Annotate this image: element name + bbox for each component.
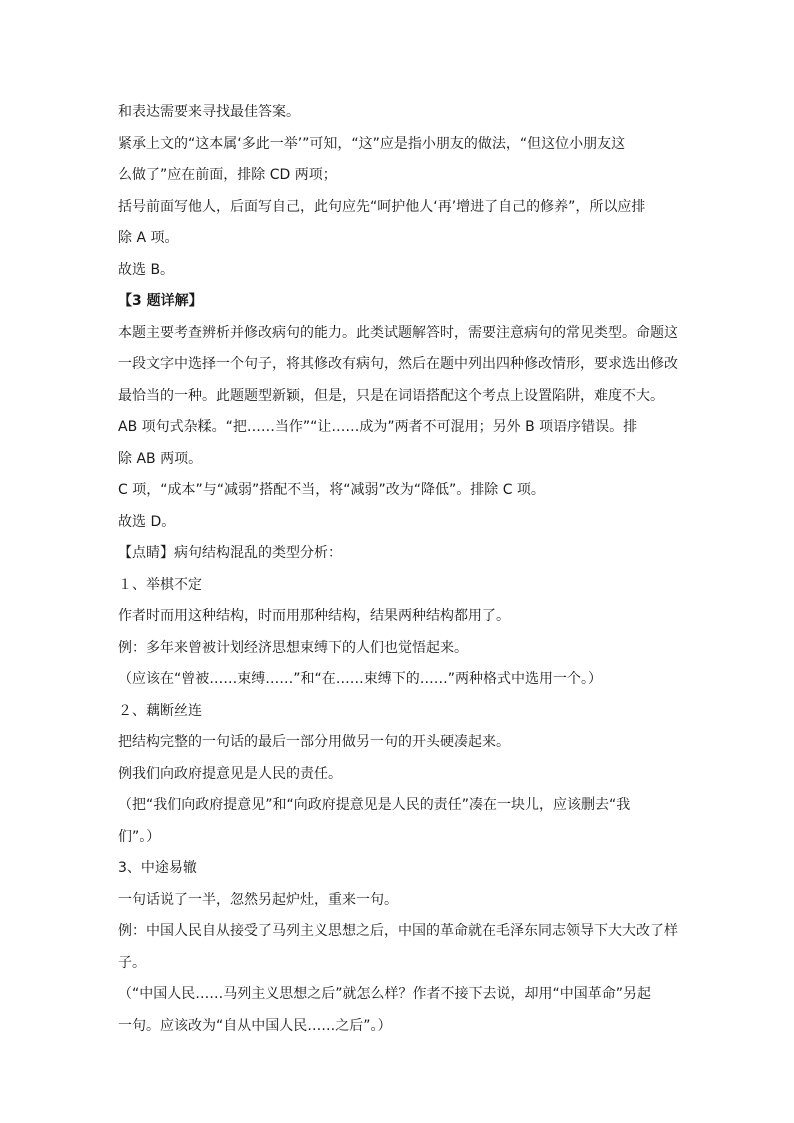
text-line: （把“我们向政府提意见”和“向政府提意见是人民的责任”凑在一块儿，应该删去“我 bbox=[118, 797, 631, 813]
text-line: ２、藕断丝连 bbox=[118, 702, 202, 719]
text-line: 么做了”应在前面，排除 CD 两项； bbox=[118, 167, 337, 183]
text-line: 们”。） bbox=[118, 828, 161, 845]
text-line: 例我们向政府提意见是人民的责任。 bbox=[118, 765, 342, 782]
text-line: 紧承上文的“这本属‘多此一举’”可知，“这”应是指小朋友的做法，“但这位小朋友这 bbox=[118, 135, 626, 152]
text-line: 一句话说了一半，忽然另起炉灶，重来一句。 bbox=[118, 891, 398, 908]
text-line: 3、中途易辙 bbox=[118, 860, 197, 876]
text-line: 除 AB 两项。 bbox=[118, 450, 203, 467]
text-line: 括号前面写他人，后面写自己，此句应先“呵护他人‘再’增进了自己的修养”，所以应排 bbox=[118, 198, 646, 215]
text-line: 子。 bbox=[118, 954, 146, 971]
text-line: （“中国人民……马列主义思想之后”就怎么样？作者不接下去说，却用“中国革命”另起 bbox=[118, 986, 652, 1002]
text-line: １、举棋不定 bbox=[118, 576, 202, 593]
section-heading: 【3 题详解】 bbox=[118, 293, 203, 309]
text-line: 例：多年来曾被计划经济思想束缚下的人们也觉悟起来。 bbox=[118, 639, 468, 656]
text-line: （应该在“曾被……束缚……”和“在……束缚下的……”两种格式中选用一个。） bbox=[118, 671, 603, 687]
text-line: 把结构完整的一句话的最后一部分用做另一句的开头硬凑起来。 bbox=[118, 734, 510, 750]
text-line: 故选 B。 bbox=[118, 261, 175, 278]
text-line: C 项，“成本”与“减弱”搭配不当，将“减弱”改为“降低”。排除 C 项。 bbox=[118, 482, 545, 498]
text-line: 作者时而用这种结构，时而用那种结构，结果两种结构都用了。 bbox=[118, 608, 510, 624]
text-line: AB 项句式杂糅。“把……当作”“让……成为”两者不可混用；另外 B 项语序错误。排 bbox=[118, 419, 638, 435]
document-body bbox=[118, 97, 680, 1042]
text-line: 和表达需要来寻找最佳答案。 bbox=[118, 104, 300, 120]
text-line: 最恰当的一种。此题题型新颖，但是，只是在词语搭配这个考点上设置陷阱，难度不大。 bbox=[118, 387, 664, 404]
text-line: 一段文字中选择一个句子，将其修改有病句，然后在题中列出四种修改情形，要求选出修改 bbox=[118, 356, 678, 372]
text-line: 例：中国人民自从接受了马列主义思想之后，中国的革命就在毛泽东同志领导下大大改了样 bbox=[118, 923, 678, 939]
text-line: 一句。应该改为“自从中国人民……之后”。） bbox=[118, 1017, 392, 1034]
text-line: 本题主要考查辨析并修改病句的能力。此类试题解答时，需要注意病句的常见类型。命题这 bbox=[118, 324, 678, 341]
text-line: 除 A 项。 bbox=[118, 230, 179, 246]
text-line: 故选 D。 bbox=[118, 513, 176, 530]
section-heading: 【点睛】病句结构混乱的类型分析： bbox=[118, 545, 342, 561]
